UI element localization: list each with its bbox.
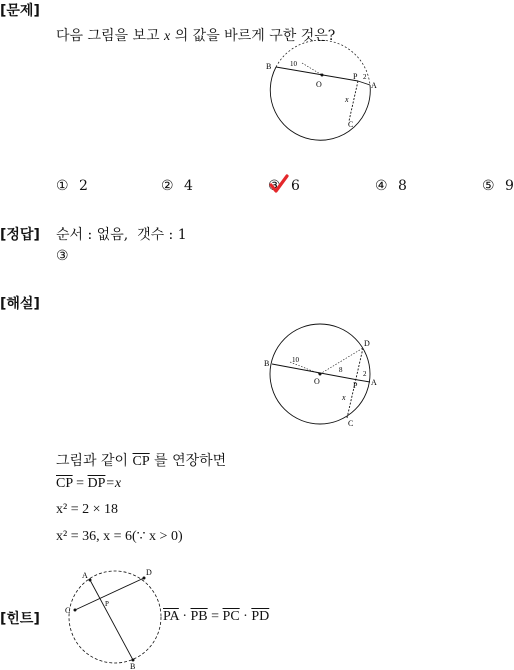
problem-label-2: 2	[363, 73, 367, 81]
choice-5-value: 9	[505, 178, 514, 194]
hint-equals: =	[211, 609, 220, 624]
hint-circle	[69, 571, 161, 663]
explanation-label-b: B	[264, 359, 270, 368]
segment-pb: $\overline{PB}$	[190, 609, 208, 624]
explanation-label-8: 8	[339, 366, 343, 374]
explanation-label-o: O	[314, 377, 320, 386]
problem-segment-pc	[349, 81, 358, 121]
problem-label-c: C	[348, 120, 354, 129]
dot-1: ·	[182, 609, 188, 624]
explanation-label-c: C	[348, 419, 354, 428]
segment-pc: $\overline{PC}$	[222, 609, 240, 624]
hint-label-d: D	[146, 568, 152, 577]
problem-center-dot	[321, 74, 324, 77]
question-tail: 의 값을 바르게 구한 것은?	[174, 28, 336, 44]
question-variable: x	[164, 29, 171, 44]
choice-5-mark: ⑤	[482, 178, 495, 194]
choice-2-mark: ②	[161, 178, 174, 194]
problem-label-x: x	[345, 95, 349, 104]
explanation-line-2-tail: =x	[105, 476, 122, 491]
equals-sign: =	[76, 476, 85, 491]
choice-1-value: 2	[79, 178, 88, 194]
segment-pa: $\overline{PA}$	[163, 609, 179, 624]
choice-4[interactable]	[375, 178, 407, 194]
question-text	[56, 25, 335, 45]
segment-pd: $\overline{PD}$	[251, 609, 270, 624]
segment-cp-2: $\overline{CP}$	[56, 476, 73, 491]
problem-label-10: 10	[290, 60, 297, 68]
choice-2[interactable]	[161, 178, 193, 194]
segment-dp: $\overline{DP}$	[87, 476, 106, 491]
explanation-label-a: A	[371, 378, 377, 387]
explanation-line-3: x² = 2 × 18	[56, 502, 118, 517]
explanation-label-2: 2	[363, 370, 367, 378]
explanation-line-2	[56, 476, 121, 492]
problem-label-p: P	[353, 72, 358, 81]
choice-3-mark: ③	[268, 178, 281, 194]
choice-2-value: 4	[184, 178, 193, 194]
explanation-section-label: [해설]	[0, 296, 40, 312]
explanation-line-4: x² = 36, x = 6(∵ x > 0)	[56, 529, 183, 544]
hint-section-label: [힌트]	[0, 611, 40, 627]
explanation-label-d: D	[364, 339, 370, 348]
problem-section-label: [문제]	[0, 3, 40, 19]
hint-point-a	[89, 579, 92, 582]
dot-2: ·	[243, 609, 248, 624]
explanation-line-1-prefix: 그림과 같이	[56, 453, 129, 469]
choice-4-mark: ④	[375, 178, 388, 194]
hint-chord-cd	[75, 578, 144, 610]
problem-figure	[262, 55, 390, 130]
explanation-label-10: 10	[292, 356, 299, 364]
choice-5[interactable]	[482, 178, 514, 194]
answer-meta: 순서 : 없음, 갯수 : 1	[56, 227, 187, 243]
choice-4-value: 8	[398, 178, 407, 194]
hint-label-c: C	[65, 606, 71, 615]
answer-value: ③	[56, 248, 69, 264]
question-lead: 다음 그림을 보고	[56, 28, 160, 44]
choice-3-value: 6	[291, 178, 300, 194]
checkmark-icon	[268, 173, 290, 195]
explanation-figure	[262, 322, 390, 432]
problem-label-o: O	[316, 80, 322, 89]
explanation-center-dot	[319, 373, 322, 376]
explanation-line-1-suffix: 를 연장하면	[154, 453, 227, 469]
hint-point-c	[74, 609, 77, 612]
hint-figure	[60, 565, 165, 670]
answer-section-label: [정답]	[0, 227, 40, 243]
hint-formula	[163, 609, 269, 625]
problem-segment-pa	[358, 81, 370, 85]
hint-chord-ab	[90, 580, 133, 660]
problem-label-b: B	[266, 62, 272, 71]
explanation-line-1	[56, 450, 226, 470]
explanation-segment-pa	[358, 380, 370, 382]
explanation-label-x: x	[342, 393, 346, 402]
hint-label-p: P	[105, 600, 109, 608]
problem-label-a: A	[371, 81, 377, 90]
hint-label-a: A	[82, 571, 88, 580]
explanation-label-p: P	[353, 381, 358, 390]
segment-cp: $\overline{CP}$	[132, 454, 150, 469]
problem-chord-bp	[276, 67, 358, 81]
choice-1-mark: ①	[56, 178, 69, 194]
choice-1[interactable]	[56, 178, 88, 194]
hint-label-b: B	[130, 662, 136, 670]
